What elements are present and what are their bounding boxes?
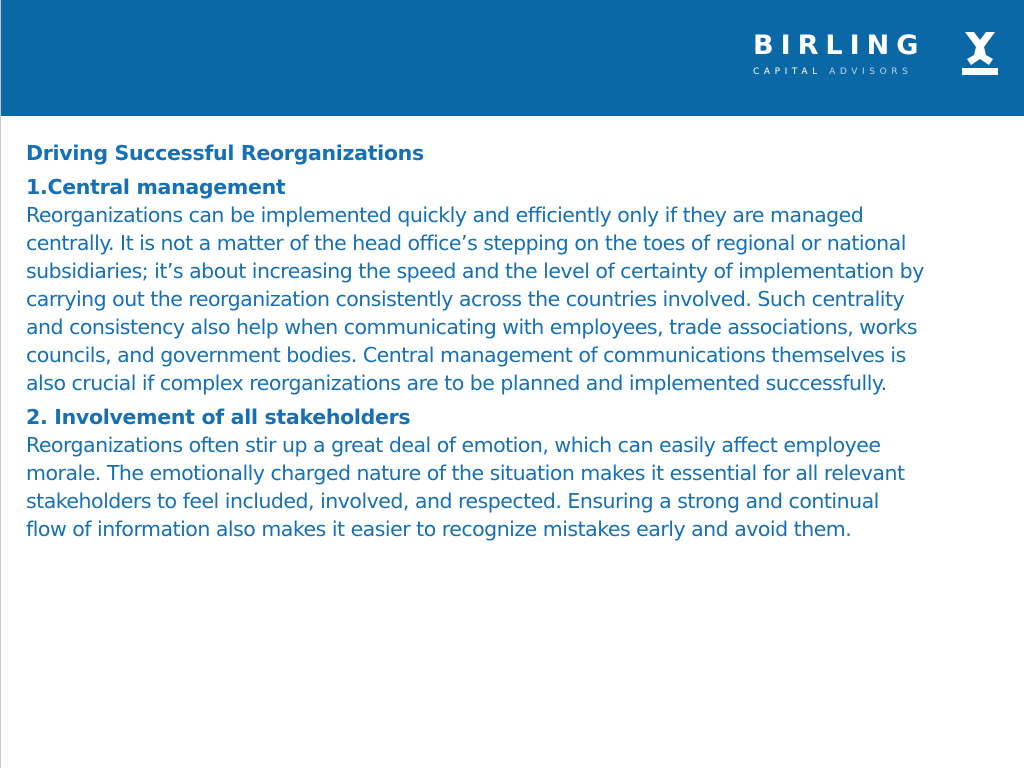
body-line: and consistency also help when communicating with employees, trade associations, works bbox=[26, 315, 918, 339]
section-body bbox=[26, 431, 1021, 543]
section-body bbox=[26, 201, 1021, 397]
body-line: Reorganizations can be implemented quickly and efficiently only if they are managed bbox=[26, 203, 864, 227]
body-line: subsidiaries; it’s about increasing the speed and the level of certainty of implementation by bbox=[26, 259, 924, 283]
body-line: carrying out the reorganization consistently across the countries involved. Such centrality bbox=[26, 287, 905, 311]
section-central-management bbox=[26, 173, 1021, 397]
document-title: Driving Successful Reorganizations bbox=[26, 141, 424, 165]
brand-name: BIRLING bbox=[753, 30, 926, 61]
body-line: also crucial if complex reorganizations are to be planned and implemented successfully. bbox=[26, 371, 887, 395]
section-heading: 1.Central management bbox=[26, 175, 286, 199]
body-line: councils, and government bodies. Central management of communications themselves is bbox=[26, 343, 906, 367]
brand-tagline bbox=[753, 67, 923, 77]
header-band bbox=[1, 0, 1024, 116]
brand-tagline-secondary: ADVISORS bbox=[829, 67, 913, 77]
body-line: Reorganizations often stir up a great deal of emotion, which can easily affect employee bbox=[26, 433, 881, 457]
section-stakeholder-involvement bbox=[26, 403, 1021, 543]
document-body bbox=[26, 138, 1021, 549]
section-heading: 2. Involvement of all stakeholders bbox=[26, 405, 411, 429]
brand-tagline-primary: CAPITAL bbox=[753, 67, 822, 77]
brand-logo bbox=[753, 30, 926, 77]
body-line: flow of information also makes it easier to recognize mistakes early and avoid them. bbox=[26, 517, 852, 541]
stylized-figure-icon bbox=[959, 28, 1001, 78]
body-line: morale. The emotionally charged nature of the situation makes it essential for all relevant bbox=[26, 461, 905, 485]
body-line: stakeholders to feel included, involved, and respected. Ensuring a strong and continual bbox=[26, 489, 879, 513]
body-line: centrally. It is not a matter of the head office’s stepping on the toes of regional or national bbox=[26, 231, 906, 255]
